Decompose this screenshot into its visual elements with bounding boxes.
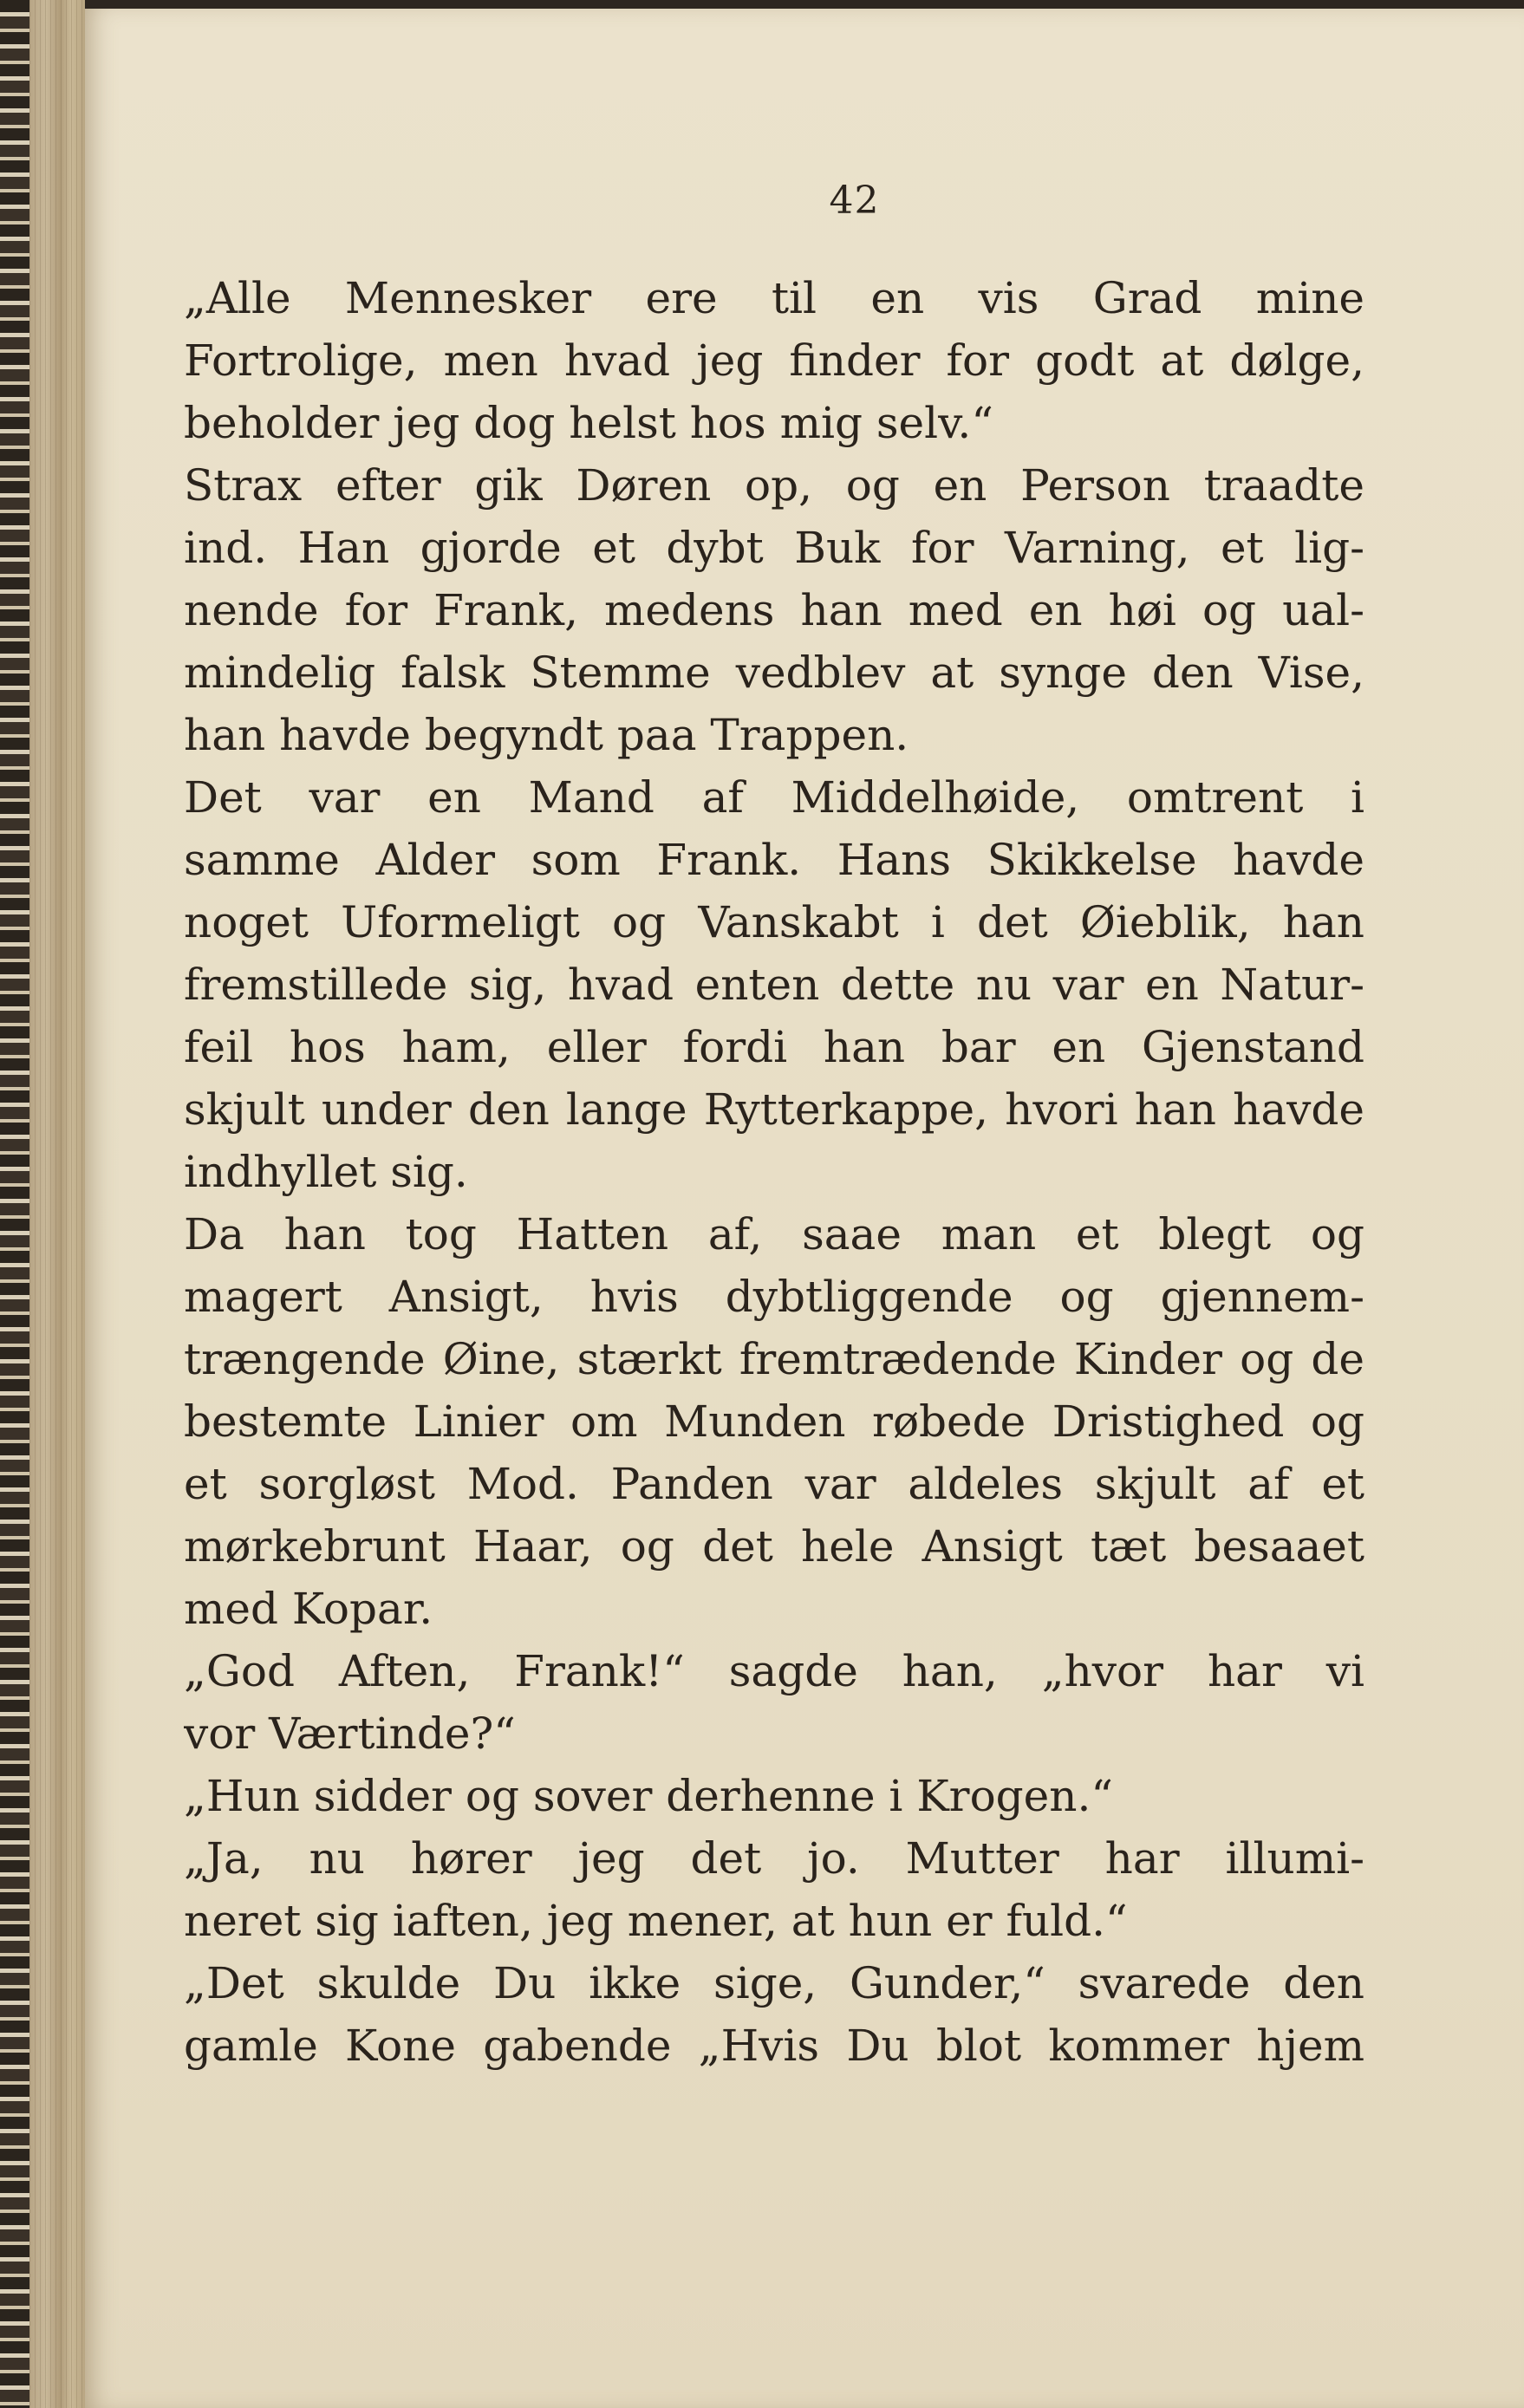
- text-line: noget Uformeligt og Vanskabt i det Øieblik, han: [184, 897, 1364, 947]
- text-line: nende for Frank, medens han med en høi og ual-: [184, 585, 1364, 635]
- text-line: Da han tog Hatten af, saae man et blegt og: [184, 1209, 1364, 1259]
- text-line: „Alle Mennesker ere til en vis Grad mine: [184, 273, 1364, 323]
- text-line: vor Værtinde?“: [184, 1708, 516, 1759]
- text-line: et sorgløst Mod. Panden var aldeles skjult af et: [184, 1459, 1364, 1509]
- text-line: bestemte Linier om Munden røbede Dristighed og: [184, 1396, 1364, 1447]
- text-line: mørkebrunt Haar, og det hele Ansigt tæt besaaet: [184, 1521, 1364, 1572]
- text-line: beholder jeg dog helst hos mig selv.“: [184, 398, 993, 448]
- text-line: indhyllet sig.: [184, 1147, 468, 1197]
- text-line: „Ja, nu hører jeg det jo. Mutter har illumi-: [184, 1833, 1364, 1884]
- text-line: gamle Kone gabende „Hvis Du blot kommer hjem: [184, 2021, 1364, 2071]
- text-line: han havde begyndt paa Trappen.: [184, 710, 909, 760]
- text-line: magert Ansigt, hvis dybtliggende og gjennem-: [184, 1272, 1364, 1322]
- text-line: Fortrolige, men hvad jeg finder for godt at dølge,: [184, 335, 1364, 386]
- text-line: med Kopar.: [184, 1584, 433, 1634]
- text-line: mindelig falsk Stemme vedblev at synge den Vise,: [184, 648, 1364, 698]
- text-line: Strax efter gik Døren op, og en Person traadte: [184, 460, 1364, 511]
- text-line: trængende Øine, stærkt fremtrædende Kinder og de: [184, 1334, 1364, 1384]
- text-line: feil hos ham, eller fordi han bar en Gjenstand: [184, 1022, 1364, 1072]
- text-line: fremstillede sig, hvad enten dette nu var en Natur-: [184, 960, 1364, 1010]
- text-line: „God Aften, Frank!“ sagde han, „hvor har vi: [184, 1646, 1364, 1696]
- body-text: [184, 267, 1364, 2077]
- text-line: Det var en Mand af Middelhøide, omtrent i: [184, 772, 1364, 823]
- text-line: „Hun sidder og sover derhenne i Krogen.“: [184, 1771, 1113, 1821]
- text-line: skjult under den lange Rytterkappe, hvori han havde: [184, 1084, 1364, 1135]
- book-spine: [0, 0, 29, 2408]
- top-edge: [85, 0, 1524, 9]
- page-number: 42: [829, 179, 880, 223]
- text-line: „Det skulde Du ikke sige, Gunder,“ svarede den: [184, 1958, 1364, 2008]
- text-line: ind. Han gjorde et dybt Buk for Varning, et lig-: [184, 523, 1364, 573]
- text-line: samme Alder som Frank. Hans Skikkelse havde: [184, 835, 1364, 885]
- page-edges-texture: [29, 0, 85, 2408]
- text-line: neret sig iaften, jeg mener, at hun er fuld.“: [184, 1896, 1128, 1946]
